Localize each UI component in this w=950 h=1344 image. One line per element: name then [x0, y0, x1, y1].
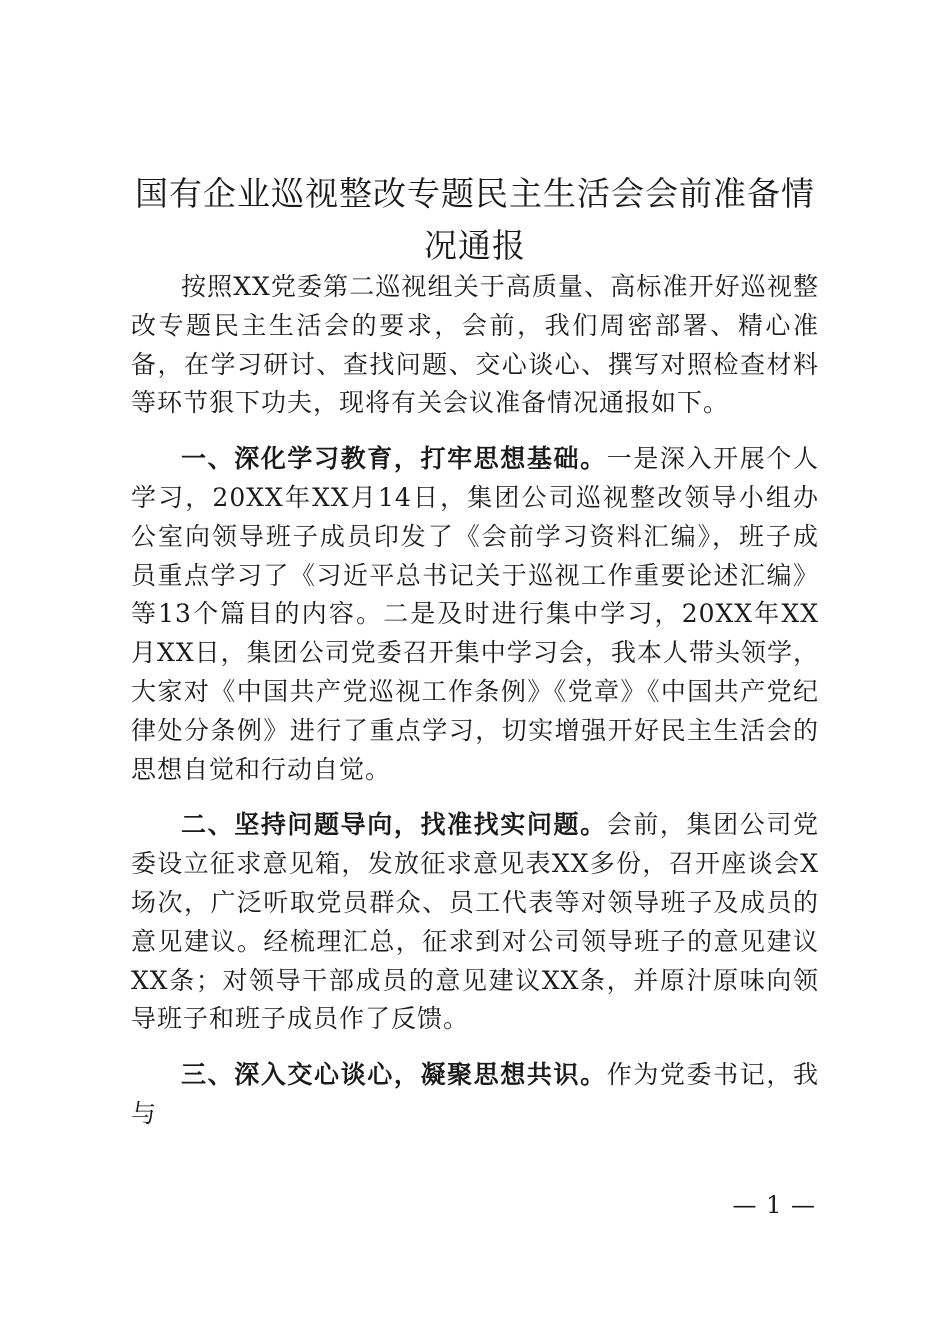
section-text-3: 作为党委书记，我与: [131, 1060, 819, 1128]
page-number: — 1 —: [732, 1191, 816, 1219]
document-title: 国有企业巡视整改专题民主生活会会前准备情况通报: [135, 174, 815, 265]
section-paragraph-1: [131, 440, 819, 789]
section-text-2: 会前，集团公司党委设立征求意见箱，发放征求意见表XX多份，召开座谈会X场次，广泛听取党员群众、员工代表等对领导班子及成员的意见建议。经梳理汇总，征求到对公司领导班子的意见建议XX条；对领导干部成员的意见建议XX条，并原汁原味向领导班子和班子成员作了反馈。: [131, 810, 819, 1034]
section-heading-1: 一、深化学习教育，打牢思想基础。: [181, 444, 607, 474]
document-body: [131, 268, 819, 1151]
section-paragraph-2: [131, 806, 819, 1039]
section-heading-2: 二、坚持问题导向，找准找实问题。: [181, 810, 607, 840]
section-text-1: 一是深入开展个人学习，20XX年XX月14日，集团公司巡视整改领导小组办公室向领导班子成员印发了《会前学习资料汇编》，班子成员重点学习了《习近平总书记关于巡视工作重要论述汇编》等13个篇目的内容。二是及时进行集中学习，20XX年XX月XX日，集团公司党委召开集中学习会，我本人带头领学，大家对《中国共产党巡视工作条例》《党章》《中国共产党纪律处分条例》进行了重点学习，切实增强开好民主生活会的思想自觉和行动自觉。: [131, 444, 819, 784]
section-heading-3: 三、深入交心谈心，凝聚思想共识。: [181, 1060, 607, 1090]
intro-paragraph: 按照XX党委第二巡视组关于高质量、高标准开好巡视整改专题民主生活会的要求，会前，我们周密部署、精心准备，在学习研讨、查找问题、交心谈心、撰写对照检查材料等环节狠下功夫，现将有关会议准备情况通报如下。: [131, 272, 819, 418]
section-paragraph-3: [131, 1056, 819, 1134]
